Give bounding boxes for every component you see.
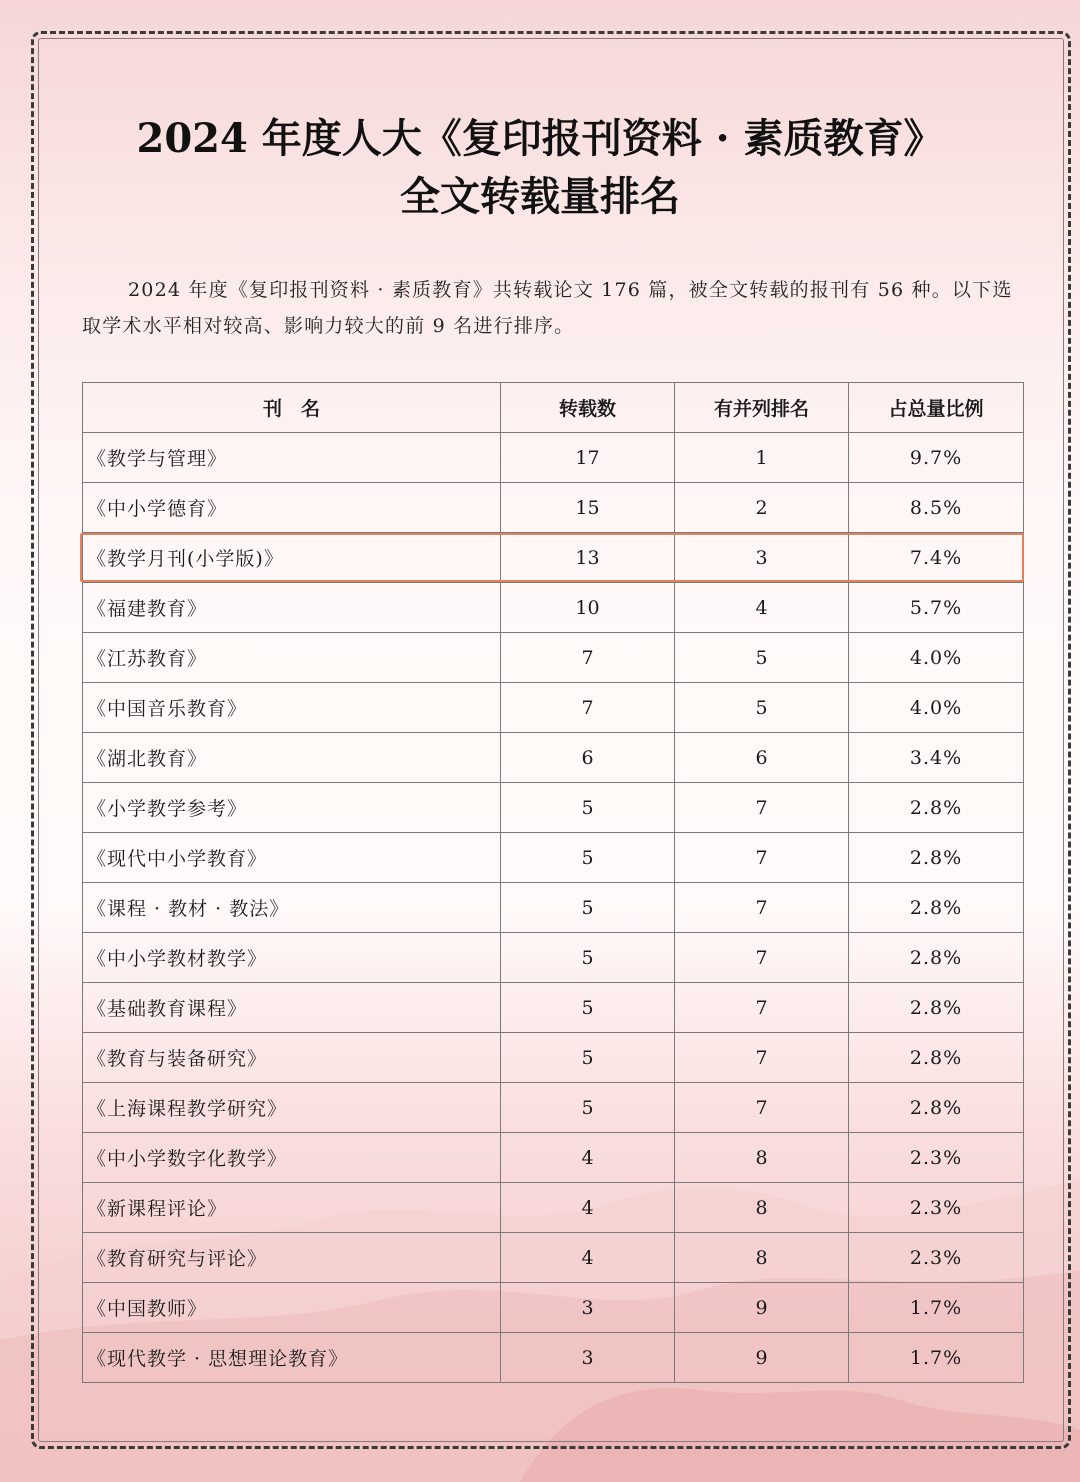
cell-rank: 1: [675, 433, 849, 483]
cell-percentage: 3.4%: [849, 733, 1024, 783]
table-row: [83, 1033, 1024, 1083]
cell-percentage: 5.7%: [849, 583, 1024, 633]
cell-percentage: 2.8%: [849, 833, 1024, 883]
cell-percentage: 2.3%: [849, 1133, 1024, 1183]
page-title: [0, 110, 1080, 226]
table-row: [83, 1083, 1024, 1133]
table-row: [83, 833, 1024, 883]
header-journal-name: 刊 名: [83, 383, 501, 433]
cell-reprint-count: 10: [501, 583, 675, 633]
cell-percentage: 2.8%: [849, 883, 1024, 933]
table-row: [83, 533, 1024, 583]
cell-reprint-count: 15: [501, 483, 675, 533]
cell-journal-name: 《中小学德育》: [83, 483, 501, 533]
cell-journal-name: 《教学月刊(小学版)》: [83, 533, 501, 583]
cell-rank: 7: [675, 983, 849, 1033]
cell-journal-name: 《小学教学参考》: [83, 783, 501, 833]
cell-journal-name: 《中小学数字化教学》: [83, 1133, 501, 1183]
cell-percentage: 2.8%: [849, 933, 1024, 983]
table-row: [83, 433, 1024, 483]
cell-journal-name: 《中小学教材教学》: [83, 933, 501, 983]
cell-rank: 8: [675, 1233, 849, 1283]
table-row: [83, 1333, 1024, 1383]
table-row: [83, 883, 1024, 933]
cell-rank: 8: [675, 1133, 849, 1183]
cell-reprint-count: 4: [501, 1133, 675, 1183]
table-row: [83, 683, 1024, 733]
cell-reprint-count: 4: [501, 1233, 675, 1283]
table-row: [83, 633, 1024, 683]
cell-rank: 5: [675, 683, 849, 733]
cell-journal-name: 《基础教育课程》: [83, 983, 501, 1033]
cell-reprint-count: 5: [501, 983, 675, 1033]
cell-percentage: 4.0%: [849, 633, 1024, 683]
cell-reprint-count: 6: [501, 733, 675, 783]
cell-rank: 8: [675, 1183, 849, 1233]
table-row: [83, 983, 1024, 1033]
table-row: [83, 783, 1024, 833]
cell-percentage: 2.8%: [849, 783, 1024, 833]
cell-reprint-count: 4: [501, 1183, 675, 1233]
cell-journal-name: 《福建教育》: [83, 583, 501, 633]
cell-reprint-count: 5: [501, 833, 675, 883]
cell-journal-name: 《现代中小学教育》: [83, 833, 501, 883]
cell-percentage: 2.3%: [849, 1233, 1024, 1283]
cell-reprint-count: 5: [501, 933, 675, 983]
cell-percentage: 9.7%: [849, 433, 1024, 483]
cell-percentage: 2.3%: [849, 1183, 1024, 1233]
cell-journal-name: 《中国音乐教育》: [83, 683, 501, 733]
title-line-2: 全文转载量排名: [400, 173, 680, 220]
header-reprint-count: 转载数: [501, 383, 675, 433]
cell-journal-name: 《上海课程教学研究》: [83, 1083, 501, 1133]
cell-percentage: 1.7%: [849, 1283, 1024, 1333]
cell-rank: 2: [675, 483, 849, 533]
table-header-row: [83, 383, 1024, 433]
cell-rank: 9: [675, 1283, 849, 1333]
cell-rank: 7: [675, 1033, 849, 1083]
cell-rank: 7: [675, 883, 849, 933]
ranking-table: [82, 382, 1024, 1383]
cell-reprint-count: 7: [501, 683, 675, 733]
cell-journal-name: 《新课程评论》: [83, 1183, 501, 1233]
cell-rank: 9: [675, 1333, 849, 1383]
cell-reprint-count: 5: [501, 1033, 675, 1083]
table-row: [83, 1183, 1024, 1233]
cell-journal-name: 《教学与管理》: [83, 433, 501, 483]
intro-paragraph: 2024 年度《复印报刊资料 · 素质教育》共转载论文 176 篇，被全文转载的报刊有 56 种。以下选取学术水平相对较高、影响力较大的前 9 名进行排序。: [82, 279, 1013, 337]
table-row: [83, 1133, 1024, 1183]
header-rank: 有并列排名: [675, 383, 849, 433]
cell-percentage: 7.4%: [849, 533, 1024, 583]
cell-reprint-count: 5: [501, 783, 675, 833]
cell-percentage: 2.8%: [849, 983, 1024, 1033]
cell-reprint-count: 3: [501, 1283, 675, 1333]
title-line-1: 2024 年度人大《复印报刊资料 · 素质教育》: [136, 115, 944, 162]
table-body: [83, 433, 1024, 1383]
cell-percentage: 8.5%: [849, 483, 1024, 533]
cell-journal-name: 《江苏教育》: [83, 633, 501, 683]
cell-reprint-count: 5: [501, 1083, 675, 1133]
table-row: [83, 933, 1024, 983]
cell-rank: 7: [675, 783, 849, 833]
cell-reprint-count: 7: [501, 633, 675, 683]
cell-reprint-count: 13: [501, 533, 675, 583]
table-row: [83, 1233, 1024, 1283]
cell-journal-name: 《教育研究与评论》: [83, 1233, 501, 1283]
table-row: [83, 483, 1024, 533]
cell-rank: 5: [675, 633, 849, 683]
cell-rank: 6: [675, 733, 849, 783]
cell-journal-name: 《教育与装备研究》: [83, 1033, 501, 1083]
cell-percentage: 2.8%: [849, 1083, 1024, 1133]
cell-journal-name: 《现代教学 · 思想理论教育》: [83, 1333, 501, 1383]
cell-rank: 4: [675, 583, 849, 633]
table-row: [83, 1283, 1024, 1333]
cell-rank: 7: [675, 833, 849, 883]
cell-journal-name: 《课程 · 教材 · 教法》: [83, 883, 501, 933]
cell-rank: 7: [675, 933, 849, 983]
table-row: [83, 583, 1024, 633]
cell-reprint-count: 17: [501, 433, 675, 483]
cell-reprint-count: 5: [501, 883, 675, 933]
table-row: [83, 733, 1024, 783]
header-percentage: 占总量比例: [849, 383, 1024, 433]
cell-percentage: 4.0%: [849, 683, 1024, 733]
cell-journal-name: 《中国教师》: [83, 1283, 501, 1333]
cell-reprint-count: 3: [501, 1333, 675, 1383]
cell-percentage: 1.7%: [849, 1333, 1024, 1383]
cell-rank: 3: [675, 533, 849, 583]
cell-journal-name: 《湖北教育》: [83, 733, 501, 783]
cell-percentage: 2.8%: [849, 1033, 1024, 1083]
cell-rank: 7: [675, 1083, 849, 1133]
